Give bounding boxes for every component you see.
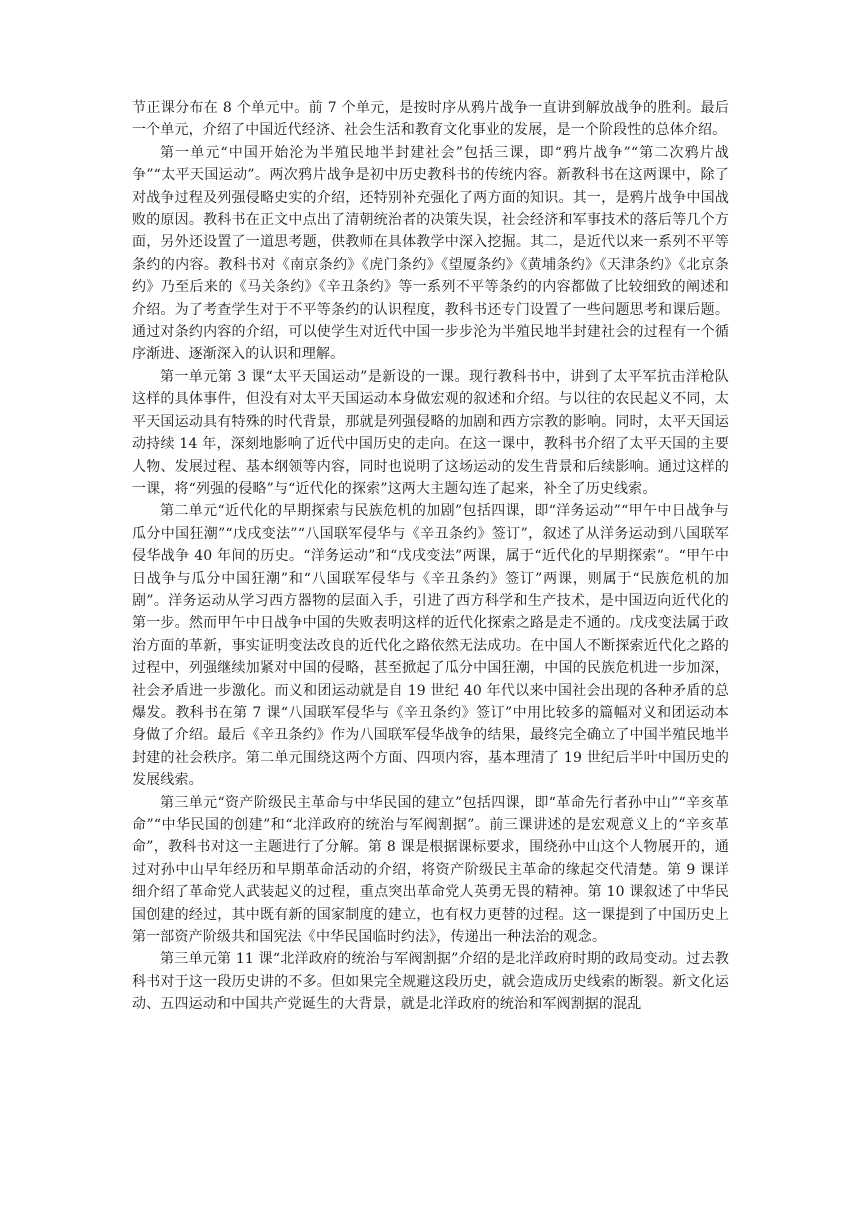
paragraph-unit-2-overview: 第二单元“近代化的早期探索与民族危机的加剧”包括四课，即“洋务运动”“甲午中日战争与瓜分中国狂潮”“戊戌变法”“八国联军侵华与《辛丑条约》签订”，叙述了从洋务运动到八国联军侵华战争 40 年间的历史。“洋务运动”和“戊戌变法”两课，属于“近代化的早期探索”。“甲午中日战争与瓜分中国狂潮”和“八国联军侵华与《辛丑条约》签订”两课，则属于“民族危机的加剧”。洋务运动从学习西方器物的层面入手，引进了西方科学和生产技术，是中国迈向近代化的第一步。然而甲午中日战争中国的失败表明这样的近代化探索之路是走不通的。戊戌变法属于政治方面的革新，事实证明变法改良的近代化之路依然无法成功。在中国人不断探索近代化之路的过程中，列强继续加紧对中国的侵略，甚至掀起了瓜分中国狂潮，中国的民族危机进一步加深，社会矛盾进一步激化。而义和团运动就是自 19 世纪 40 年代以来中国社会出现的各种矛盾的总爆发。教科书在第 7 课“八国联军侵华与《辛丑条约》签订”中用比较多的篇幅对义和团运动本身做了介绍。最后《辛丑条约》作为八国联军侵华战争的结果，最终完全确立了中国半殖民地半封建的社会秩序。第二单元围绕这两个方面、四项内容，基本理清了 19 世纪后半叶中国历史的发展线索。 <box>132 503 729 789</box>
paragraph-unit-3-overview: 第三单元“资产阶级民主革命与中华民国的建立”包括四课，即“革命先行者孙中山”“辛亥革命”“中华民国的创建”和“北洋政府的统治与军阀割据”。前三课讲述的是宏观意义上的“辛亥革命”，教科书对这一主题进行了分解。第 8 课是根据课标要求，围绕孙中山这个人物展开的，通过对孙中山早年经历和早期革命活动的介绍，将资产阶级民主革命的缘起交代清楚。第 9 课详细介绍了革命党人武装起义的过程，重点突出革命党人英勇无畏的精神。第 10 课叙述了中华民国创建的经过，其中既有新的国家制度的建立，也有权力更替的过程。这一课提到了中国历史上第一部资产阶级共和国宪法《中华民国临时约法》，传递出一种法治的观念。 <box>132 794 729 946</box>
paragraph-unit-1-overview: 第一单元“中国开始沦为半殖民地半封建社会”包括三课，即“鸦片战争”“第二次鸦片战争”“太平天国运动”。两次鸦片战争是初中历史教科书的传统内容。新教科书在这两课中，除了对战争过程及列强侵略史实的介绍，还特别补充强化了两方面的知识。其一，是鸦片战争中国战败的原因。教科书在正文中点出了清朝统治者的决策失误，社会经济和军事技术的落后等几个方面，另外还设置了一道思考题，供教师在具体教学中深入挖掘。其二，是近代以来一系列不平等条约的内容。教科书对《南京条约》《虎门条约》《望厦条约》《黄埔条约》《天津条约》《北京条约》乃至后来的《马关条约》《辛丑条约》等一系列不平等条约的内容都做了比较细致的阐述和介绍。为了考查学生对于不平等条约的认识程度，教科书还专门设置了一些问题思考和课后题。通过对条约内容的介绍，可以使学生对近代中国一步步沦为半殖民地半封建社会的过程有一个循序渐进、逐渐深入的认识和理解。 <box>132 144 729 363</box>
document-body <box>132 97 729 1016</box>
paragraph-continued: 节正课分布在 8 个单元中。前 7 个单元，是按时序从鸦片战争一直讲到解放战争的胜利。最后一个单元，介绍了中国近代经济、社会生活和教育文化事业的发展，是一个阶段性的总体介绍。 <box>132 100 729 139</box>
paragraph-unit-3-lesson-11: 第三单元第 11 课“北洋政府的统治与军阀割据”介绍的是北洋政府时期的政局变动。过去教科书对于这一段历史讲的不多。但如果完全规避这段历史，就会造成历史线索的断裂。新文化运动、五四运动和中国共产党诞生的大背景，就是北洋政府的统治和军阀割据的混乱 <box>132 951 729 1013</box>
paragraph-unit-1-lesson-3: 第一单元第 3 课“太平天国运动”是新设的一课。现行教科书中，讲到了太平军抗击洋枪队这样的具体事件，但没有对太平天国运动本身做宏观的叙述和介绍。与以往的农民起义不同，太平天国运动具有特殊的时代背景，那就是列强侵略的加剧和西方宗教的影响。同时，太平天国运动持续 14 年，深刻地影响了近代中国历史的走向。在这一课中，教科书介绍了太平天国的主要人物、发展过程、基本纲领等内容，同时也说明了这场运动的发生背景和后续影响。通过这样的一课，将“列强的侵略”与“近代化的探索”这两大主题勾连了起来，补全了历史线索。 <box>132 368 729 497</box>
